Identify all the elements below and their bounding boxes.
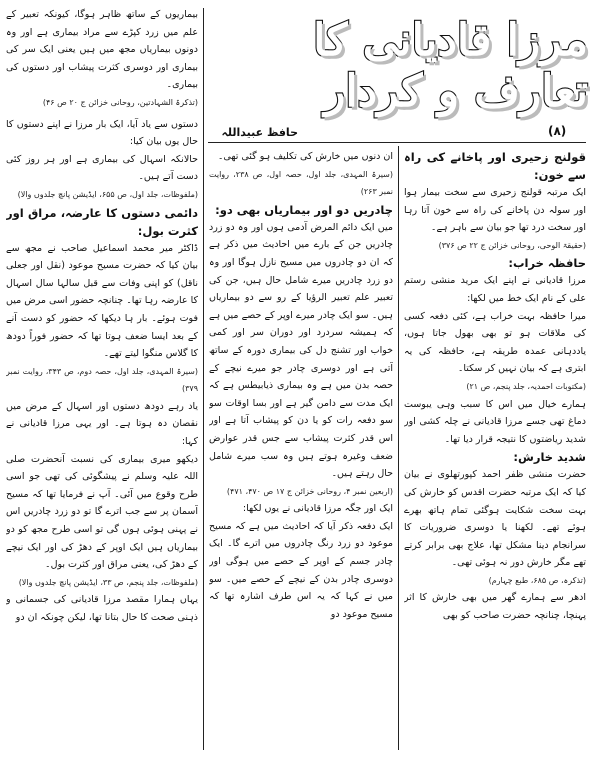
- paragraph: دستوں سے یاد آیا، ایک بار مرزا نے اپنے دستوں کا حال یوں بیان کیا:: [6, 118, 198, 148]
- paragraph: یاد رہے دودھ دستوں اور اسہال کے مرض میں نقصان دہ ہوتا ہے۔ اور یہی مرزا قادیانی نے کہا:: [6, 400, 198, 448]
- author-name: حافظ عبیداللہ: [221, 126, 298, 139]
- quotation: ایک دفعہ ذکر آیا کہ احادیث میں ہے کہ مسیح موعود دو زرد رنگ چادروں میں اترے گا۔ ایک چادر جسم کے اوپر کے حصے میں ہوگی اور دوسری چادر بدن کے نیچے کے حصے میں۔ سو میں نے کہا کہ یہ اس طرف اشارہ تھا کہ مسیح موعود دو: [209, 520, 393, 620]
- citation: (تذکرۃ الشہادتین، روحانی خزائن ج ۲۰ ص ۴۶): [42, 97, 198, 107]
- header-rule: [208, 142, 586, 143]
- column-divider-left: [203, 8, 204, 750]
- quotation: حالانکہ اسہال کی بیماری ہے اور ہر روز کئی دست آتے ہیں۔: [6, 153, 198, 183]
- citation: (سیرۃ المہدی، جلد اول، حصہ اول، ص ۲۳۸، روایت نمبر ۲۶۳): [209, 169, 393, 197]
- citation: (سیرۃ المہدی، جلد اول، حصہ دوم، ص ۳۴۳، روایت نمبر ۳۷۹): [6, 366, 198, 394]
- citation: (اربعین نمبر ۴، روحانی خزائن ج ۱۷ ص ۴۷۰، ۴۷۱): [226, 486, 393, 496]
- section-heading: چادریں دو اور بیماریاں بھی دو:: [215, 202, 393, 217]
- quotation: حضرت منشی ظفر احمد کپورتھلوی نے بیان کیا کہ ایک مرتبہ حضرت اقدس کو خارش کی بہت سخت شکایت ہوگئی تمام ہاتھ بھرے ہوئے تھے۔ لکھنا یا دوسری ضروریات کا سرانجام دینا مشکل تھا، علاج بھی برابر کرتے تھے مگر خارش دور نہ ہوئی تھی۔: [404, 469, 586, 569]
- right-column: [404, 148, 586, 752]
- section-heading: حافظہ خراب:: [508, 256, 586, 271]
- paragraph: ہمارے خیال میں اس کا سبب وہی یبوست دماغ تھی جسے مرزا قادیانی نے چلہ کشی اور شدید ریاضتوں کا نتیجہ قرار دیا تھا۔: [404, 398, 586, 445]
- section-heading: شدید خارش:: [513, 450, 586, 465]
- quotation: ایک مرتبہ قولنج زحیری سے سخت بیمار ہوا اور سولہ دن پاخانے کی راہ سے خون آتا رہا اور سخت درد تھا جو بیان سے باہر ہے۔: [404, 187, 586, 234]
- quotation: ان دنوں میں خارش کی تکلیف ہو گئی تھی۔: [217, 151, 393, 162]
- column-divider-right: [398, 146, 399, 750]
- quotation: دیکھو میری بیماری کی نسبت آنحضرت صلی اللہ علیہ وسلم نے پیشگوئی کی تھی جو اسی طرح وقوع میں آئی۔ آپ نے فرمایا تھا کہ مسیح آسمان پر سے جب اترے گا تو دو زرد چادریں اس نے پہنی ہوئی ہوں گی تو اسی طرح مجھ کو دو بیماریاں ہیں ایک اوپر کے دھڑ کی اور ایک نیچے کے دھڑ کی، یعنی مراق اور کثرت بول۔: [6, 453, 198, 571]
- middle-column: [209, 148, 393, 752]
- paragraph: بیماریوں کے ساتھ ظاہر ہوگا، کیونکہ تعبیر کے علم میں زرد کپڑے سے مراد بیماری ہے اور وہ دونوں بیماریاں مجھ میں ہیں یعنی ایک سر کی بیماری اور دوسری کثرت پیشاب اور دستوں کی بیماری۔: [6, 9, 198, 91]
- quotation: ادھر سے ہمارے گھر میں بھی خارش کا اثر پہنچا، چنانچہ حضرت صاحب کو بھی: [404, 592, 586, 622]
- citation: (ملفوظات، جلد اول، ص ۶۵۵، ایڈیشن پانچ جلدوں والا): [17, 189, 198, 199]
- citation: (تذکرہ، ص ۶۸۵، طبع چہارم): [488, 575, 586, 585]
- section-heading: قولنج زحیری اور پاخانے کی راہ سے خون:: [404, 150, 586, 182]
- citation: (ملفوظات، جلد پنجم، ص ۳۳، ایڈیشن پانچ جلدوں والا): [18, 577, 198, 587]
- paragraph: ایک اور جگہ مرزا قادیانی نے یوں لکھا:: [242, 503, 393, 515]
- article-title: مرزا قادیانی کا تعارف و کردار: [313, 15, 588, 117]
- quotation: میرا حافظہ بہت خراب ہے، کئی دفعہ کسی کی ملاقات ہو تو بھی بھول جاتا ہوں، یاددہانی عمدہ طریقہ ہے، حافظہ کی یہ ابتری ہے کہ بیان نہیں کر سکتا۔: [404, 310, 586, 375]
- paragraph: یہاں ہمارا مقصد مرزا قادیانی کی جسمانی و ذہنی صحت کا حال بتانا تھا، لیکن چونکہ ان دو: [6, 594, 198, 623]
- article-title-block: [208, 14, 588, 118]
- section-heading: دائمی دستوں کا عارضہ، مراق اور کثرت بول:: [6, 205, 198, 238]
- paragraph: مرزا قادیانی نے اپنے ایک مرید منشی رستم علی کے نام ایک خط میں لکھا:: [404, 275, 586, 304]
- citation: (مکتوبات احمدیہ، جلد پنجم، ص ۲۱): [466, 381, 586, 391]
- page-number: (۸): [548, 124, 567, 138]
- left-column: [6, 6, 198, 752]
- quotation: میں ایک دائم المرض آدمی ہوں اور وہ دو زرد چادریں جن کے بارے میں احادیث میں ذکر ہے کہ ان دو چادروں میں مسیح نازل ہوگا اور وہ دو زرد چادریں میرے شامل حال ہیں، جن کی تعبیر علم تعبیر الرؤیا کے رو سے دو بیماریاں ہیں۔ سو ایک چادر میرے اوپر کے حصے میں ہے کہ ہمیشہ سردرد اور دوران سر اور کمی خواب اور تشنج دل کی بیماری دورہ کے ساتھ آتی ہے اور دوسری چادر جو میرے نیچے کے حصہ بدن میں ہے وہ بیماری ذیابیطس ہے کہ ایک مدت سے دامن گیر ہے اور بسا اوقات سو سو دفعہ رات کو یا دن کو پیشاب آتا ہے اور اس قدر کثرت پیشاب سے جس قدر عوارض ضعف وغیرہ ہوتے ہیں وہ سب میرے شامل حال رہتے ہیں۔: [209, 221, 393, 480]
- citation: (حقیقۃ الوحی، روحانی خزائن ج ۲۲ ص ۳۷۶): [438, 240, 586, 250]
- quotation: ڈاکٹر میر محمد اسماعیل صاحب نے مجھ سے بیان کیا کہ حضرت مسیح موعود (نقل اور جعلی ناقل) کو اپنی وفات سے قبل سالہا سال اسہال کا عارضہ رہا تھا۔ چنانچہ حضور اسی مرض میں فوت ہوئے۔ بار ہا دیکھا کہ حضور کو دست آنے کے بعد ایسا ضعف ہوتا تھا کہ حضور فوراً دودھ کا گلاس منگوا لیتے تھے۔: [6, 242, 198, 360]
